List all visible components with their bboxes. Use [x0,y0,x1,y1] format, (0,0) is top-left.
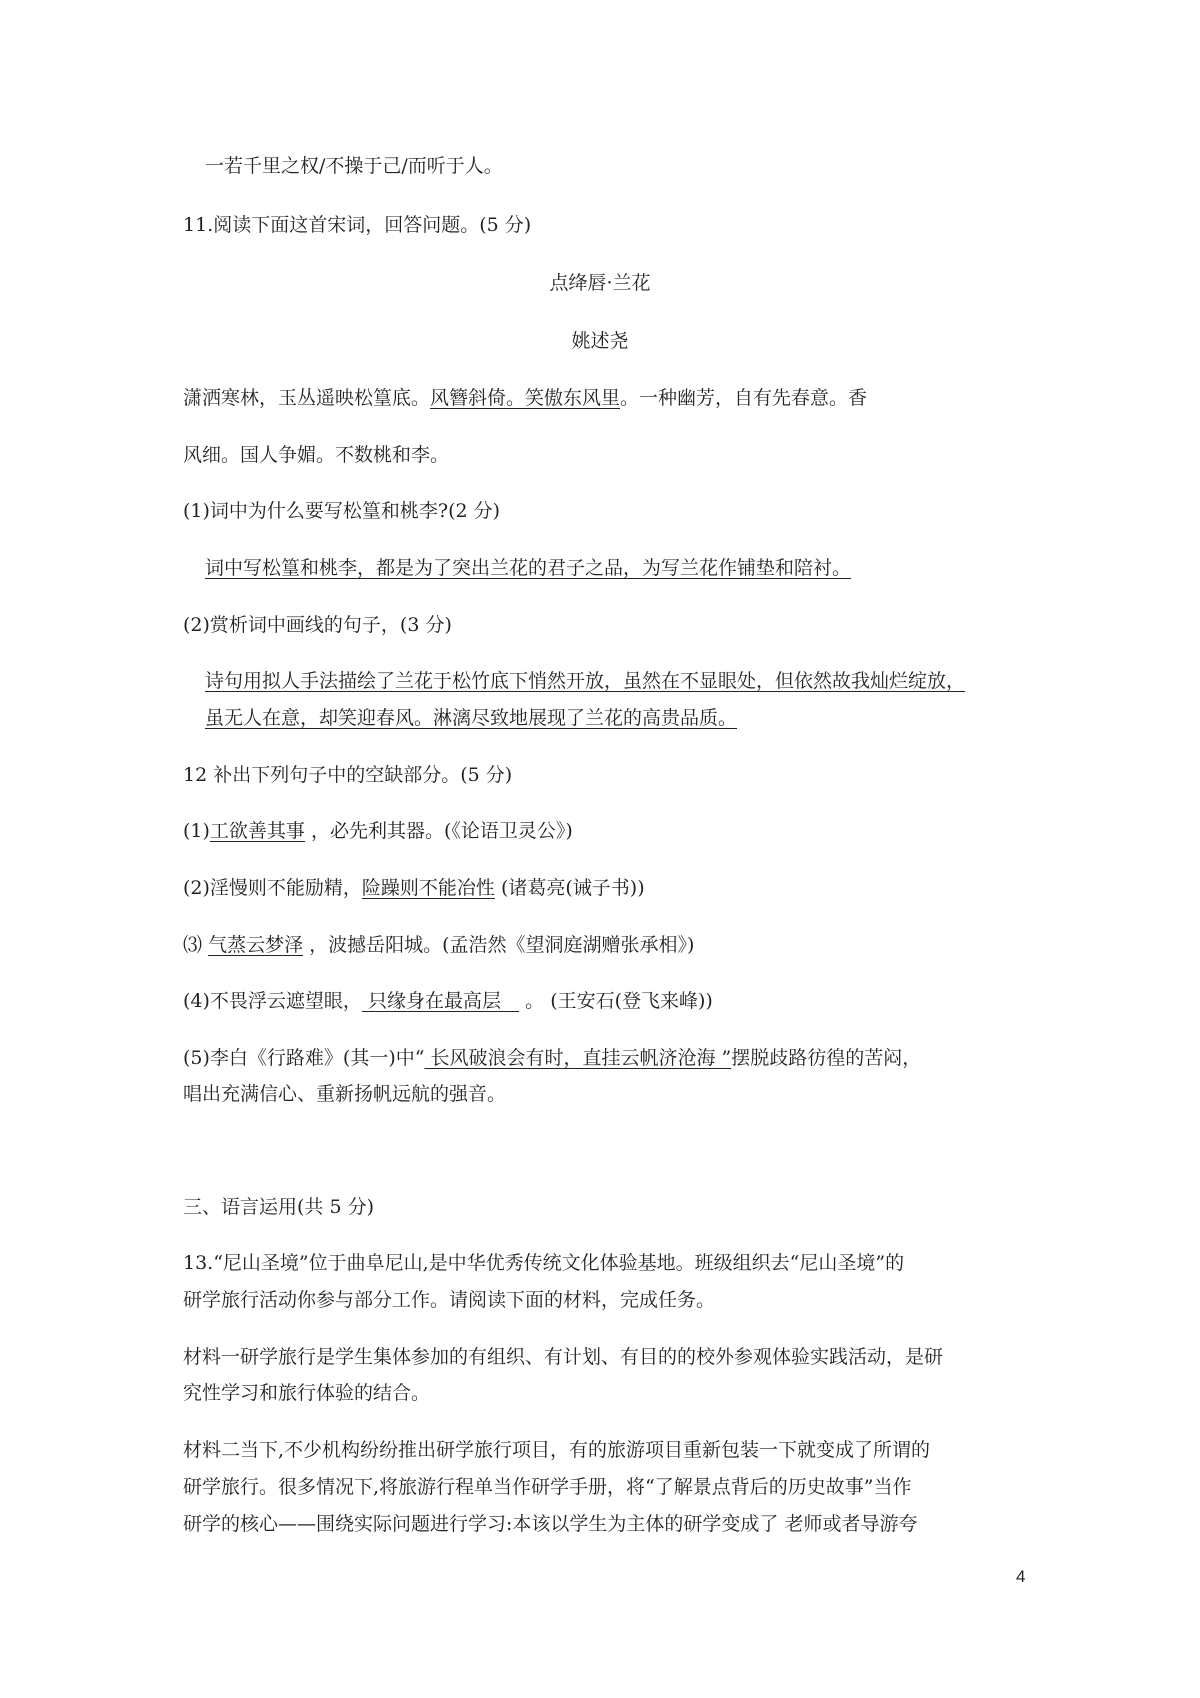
fill-blank-3 [183,932,694,958]
underlined-poem-text: 风簪斜倚。笑傲东风里 [430,387,621,409]
answer-text: 词中写松篁和桃李，都是为了突出兰花的君子之品，为写兰花作铺垫和陪衬。 [205,557,852,579]
poem-title: 点绛唇·兰花 [549,272,651,294]
fill-blank-2 [183,875,645,901]
question-11-2: (2)赏析词中画线的句子，(3 分) [183,614,452,636]
blank-suffix: 摆脱歧路彷徨的苦闷， [731,1047,922,1069]
poem-line-2: 风细。国人争媚。不数桃和李。 [183,444,450,466]
answer-11-2-line-1 [205,668,965,694]
question-13-line-2: 研学旅行活动你参与部分工作。请阅读下面的材料，完成任务。 [183,1289,716,1311]
text-line: 一若千里之权/不操于己/而听于人。 [205,155,503,177]
blank-answer: 只缘身在最高层 [367,990,501,1012]
question-13-line-1: 13.“尼山圣境”位于曲阜尼山,是中华优秀传统文化体验基地。班级组织去“尼山圣境”的 [183,1252,905,1274]
answer-11-1 [205,555,851,581]
fill-blank-1 [183,818,573,844]
blank-prefix: (5)李白《行路难》(其一)中“ [183,1047,425,1069]
question-11-1: (1)词中为什么要写松篁和桃李?(2 分) [183,500,501,522]
question-11-heading: 11.阅读下面这首宋词，回答问题。(5 分) [183,214,532,236]
answer-text: 虽无人在意，却笑迎春风。淋漓尽致地展现了兰花的高贵品质。 [205,707,738,729]
answer-11-2-line-2 [205,705,737,731]
fill-blank-5-line-2: 唱出充满信心、重新扬帆远航的强音。 [183,1083,507,1105]
material-2-line-1: 材料二当下,不少机构纷纷推出研学旅行项目，有的旅游项目重新包装一下就变成了所谓的 [183,1439,931,1461]
blank-answer: 工欲善其事 [209,820,305,842]
blank-prefix: (4)不畏浮云遮望眼， [183,990,362,1012]
blank-suffix: (诸葛亮(诫子书)) [500,877,645,899]
material-2-line-2: 研学旅行。很多情况下,将旅游行程单当作研学手册，将“了解景点背后的历史故事”当作 [183,1476,912,1498]
poem-text: 。一种幽芳，自有先春意。香 [620,387,868,409]
question-12-heading: 12 补出下列句子中的空缺部分。(5 分) [183,764,513,786]
material-1-line-1: 材料一研学旅行是学生集体参加的有组织、有计划、有目的的校外参观体验实践活动，是研 [183,1346,944,1368]
page-number: 4 [1016,1567,1026,1586]
blank-prefix: (1) [183,820,210,842]
blank-answer: 长风破浪会有时，直挂云帆济沧海 ” [430,1047,732,1069]
answer-text: 诗句用拟人手法描绘了兰花于松竹底下悄然开放，虽然在不显眼处，但依然故我灿烂绽放， [205,670,966,692]
fill-blank-4 [183,988,713,1014]
blank-answer: 气蒸云梦泽 [208,934,304,956]
fill-blank-5-line-1 [183,1045,921,1071]
blank-prefix: (2)淫慢则不能励精， [183,877,362,899]
poem-line-1 [183,385,867,411]
material-1-line-2: 究性学习和旅行体验的结合。 [183,1382,431,1404]
blank-answer: 险躁则不能冶性 [361,877,495,899]
section-3-heading: 三、语言运用(共 5 分) [183,1196,374,1218]
poem-text: 潇洒寒林，玉丛遥映松篁底。 [183,387,431,409]
blank-suffix: 。 (王安石(登飞来峰)) [525,990,713,1012]
material-2-line-3: 研学的核心——围绕实际问题进行学习:本该以学生为主体的研学变成了 老师或者导游夸 [183,1513,918,1535]
poem-author: 姚述尧 [571,330,629,352]
blank-prefix: ⑶ [183,934,203,956]
blank-suffix: ，必先利其器。(《论语卫灵公》) [310,820,573,842]
blank-suffix: ，波撼岳阳城。(孟浩然《望洞庭湖赠张承相》) [309,934,695,956]
